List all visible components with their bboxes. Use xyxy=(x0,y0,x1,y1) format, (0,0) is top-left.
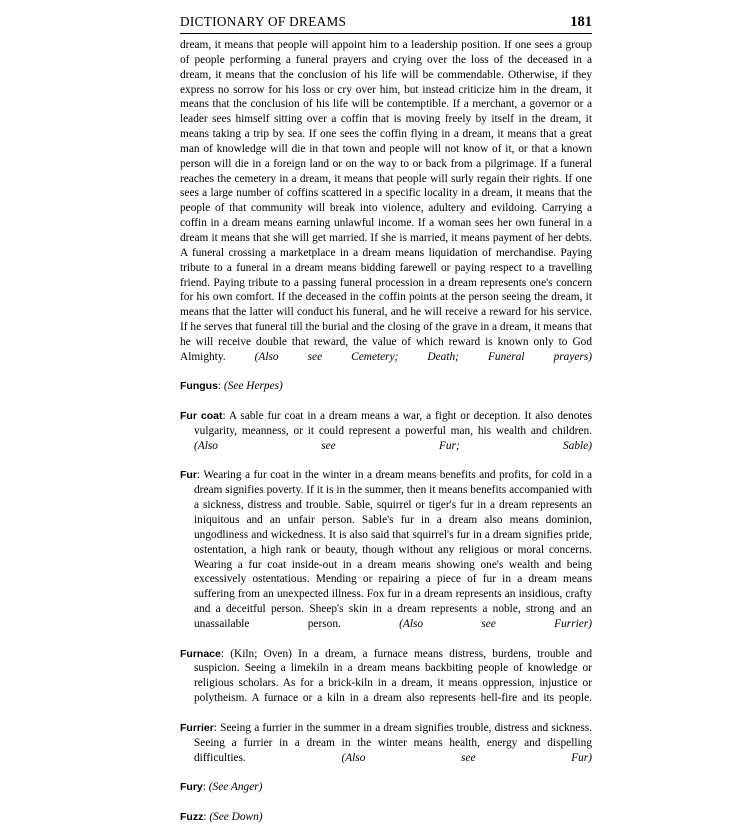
entry-cross-reference: (Also see Furrier) xyxy=(399,617,592,630)
continued-paragraph-text: dream, it means that people will appoint him to a leadership position. If one sees a group of people performing a funeral prayers and crying over the loss of the deceased in a dream, it means that the conclusion of his life will be commendable. Otherwise, if they express no sorrow for his loss or cry over him, but instead criticize him in the dream, it means that the conclusion of his life will be contemptible. If a merchant, a governor or a leader sees himself sitting over a coffin that is moving freely by itself in the dream, it means taking a trip by sea. If one sees the coffin flying in a dream, it means that a great man of knowledge will die in that town and people will not know of it, or that a known person will die in a foreign land or on the way to or back from a pilgrimage. If a funeral reaches the cemetery in a dream, it means that people will surly regain their rights. If one sees a large number of coffins scattered in a specific locality in a dream, it means that the people of that community will break into violence, adultery and evildoing. Carrying a coffin in a dream means earning unlawful income. If a woman sees her own funeral in a dream it means that she will get married. If she is married, it means payment of her debts. A funeral crossing a marketplace in a dream means liquidation of merchandise. Paying tribute to a funeral in a dream means bidding farewell or paying respect to a travelling friend. Paying tribute to a passing funeral procession in a dream represents one's concern for his own comfort. If the deceased in the coffin points at the person seeing the dream, it means that the latter will conduct his funeral, and he will receive a reward for his service. If he serves that funeral till the burial and the closing of the grave in a dream, it means that he will receive double that reward, the value of which reward is known only to God Almighty. xyxy=(180,39,592,363)
entry-cross-reference: (Also see Fur; Sable) xyxy=(194,439,592,452)
entry-separator: : xyxy=(222,410,229,423)
dictionary-entry xyxy=(180,780,592,810)
dictionary-entry xyxy=(180,468,592,646)
entry-cross-reference: (Also see Fur) xyxy=(341,751,592,764)
entry-cross-reference: (See Down) xyxy=(209,810,263,823)
entry-separator: : xyxy=(213,721,221,734)
dictionary-entry-list xyxy=(180,379,592,839)
header-divider-rule xyxy=(180,33,592,34)
entry-separator: : xyxy=(220,647,231,660)
continued-paragraph xyxy=(180,38,592,379)
page-number: 181 xyxy=(570,14,592,30)
entry-definition: (Kiln; Oven) In a dream, a furnace means distress, burdens, trouble and suspicion. Seeing a limekiln in a dream means backbiting people of knowledge or religious scholars. As for a brick-kiln in a dream, it means oppression, injustice or polytheism. A furnace or a kiln in a dream also represents hell-fire and its people. xyxy=(194,647,592,705)
entry-headword: Fury xyxy=(180,781,203,794)
entry-definition: A sable fur coat in a dream means a war, a fight or deception. It also denotes vulgarity, meanness, or it could represent a powerful man, his wealth and children. xyxy=(194,410,592,437)
dictionary-entry xyxy=(180,721,592,780)
entry-headword: Fur coat xyxy=(180,410,223,423)
entry-headword: Fur xyxy=(180,469,197,482)
entry-cross-reference: (See Anger) xyxy=(208,781,263,794)
entry-definition: Wearing a fur coat in the winter in a dream means benefits and profits, for cold in a dream signifies poverty. If it is in the summer, then it means benefits accompanied with a sickness, distress and trouble. Sable, squirrel or tiger's fur in a dream represents an iniquitous and an unfair person. Sable's fur in a dream also means dominion, ungodliness and wickedness. It is also said that squirrel's fur in a dream signifies pride, ostentation, a high rank or beauty, though without any religious or moral concerns. Wearing a fur coat inside-out in a dream means showing one's wealth and being excessively ostentatious. Mending or repairing a piece of fur in a dream means suffering from an unexpected illness. Fox fur in a dream represents an insidious, crafty and a deceitful person. Sheep's skin in a dream represents a noble, strong and an unassailable person. xyxy=(194,469,592,630)
entry-separator: : xyxy=(196,469,204,482)
entry-separator: : xyxy=(202,781,209,794)
entry-separator: : xyxy=(203,810,210,823)
running-head-title: DICTIONARY OF DREAMS xyxy=(180,14,347,29)
entry-headword: Furnace xyxy=(180,647,221,660)
dictionary-entry xyxy=(180,379,592,409)
entry-cross-reference: (See Herpes) xyxy=(223,380,283,393)
entry-headword: Fungus xyxy=(180,380,218,393)
dictionary-entry xyxy=(180,647,592,721)
entry-separator: : xyxy=(217,380,224,393)
entry-definition: Seeing a furrier in the summer in a dream signifies trouble, distress and sickness. Seeing a furrier in a dream in the winter means health, energy and dispelling difficulties. xyxy=(194,721,592,764)
entry-headword: Furrier xyxy=(180,721,214,734)
running-head xyxy=(180,14,592,33)
page-content-column xyxy=(180,14,592,840)
dictionary-entry xyxy=(180,810,592,840)
dictionary-entry xyxy=(180,409,592,468)
continued-paragraph-cross-reference: (Also see Cemetery; Death; Funeral prayers) xyxy=(254,350,593,363)
entry-headword: Fuzz xyxy=(180,810,204,823)
